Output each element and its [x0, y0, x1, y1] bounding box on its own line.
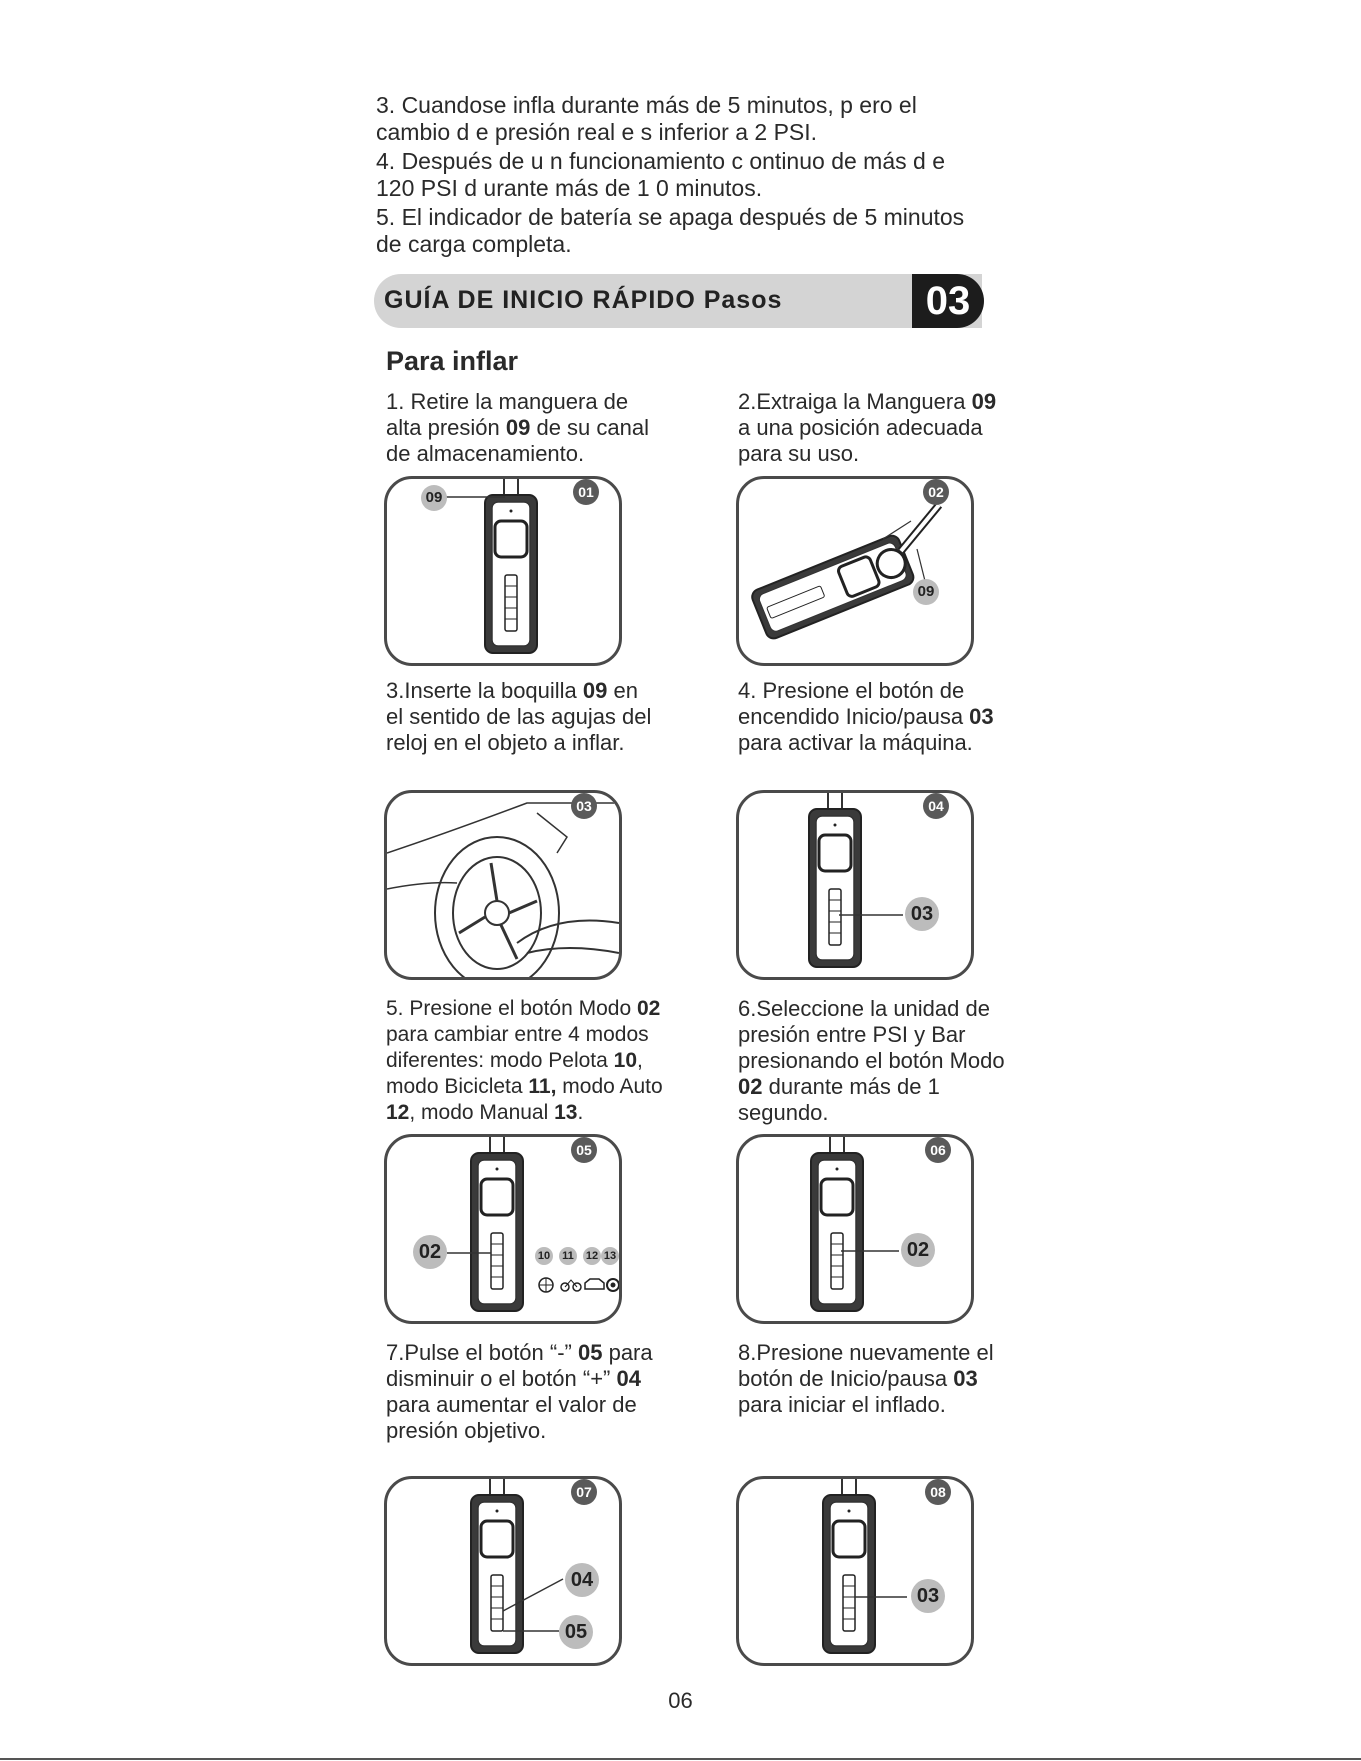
step-1-illustration [384, 476, 622, 666]
step-2-text: 2.Extraiga la Manguera 09 a una posición adecuada para su uso. [738, 389, 997, 466]
inflator-device-figure [739, 1479, 971, 1663]
step-badge: 01 [573, 479, 599, 505]
callout-11: 11 [559, 1247, 577, 1265]
step-7-illustration [384, 1476, 622, 1666]
step-4-illustration [736, 790, 974, 980]
inflator-device-figure [739, 1137, 971, 1321]
inflator-device-tilted-figure [739, 479, 971, 663]
step-5-text: 5. Presione el botón Modo 02 para cambiar entre 4 modos diferentes: modo Pelota 10, modo Bicicleta 11, modo Auto 12, modo Manual 13. [386, 997, 663, 1124]
banner-title: GUÍA DE INICIO RÁPIDO Pasos [384, 286, 783, 314]
note-5: 5. El indicador de batería se apaga después de 5 minutos de carga completa. [376, 204, 965, 257]
section-banner [374, 274, 982, 328]
inflator-device-figure [739, 793, 971, 977]
callout-10: 10 [535, 1247, 553, 1265]
step-badge: 02 [923, 479, 949, 505]
callout-03: 03 [905, 897, 939, 931]
bottom-divider [0, 1758, 1361, 1760]
bicycle-mode-icon [561, 1280, 581, 1291]
ball-mode-icon [539, 1278, 553, 1292]
step-4-text: 4. Presione el botón de encendido Inicio/pausa 03 para activar la máquina. [738, 678, 994, 755]
note-3: 3. Cuandose infla durante más de 5 minutos, p ero el cambio d e presión real e s inferior a 2 PSI. [376, 92, 917, 145]
step-badge: 03 [571, 793, 597, 819]
step-3-illustration [384, 790, 622, 980]
banner-number: 03 [912, 274, 984, 328]
callout-03: 03 [911, 1579, 945, 1613]
manual-mode-icon [607, 1279, 619, 1291]
step-5-illustration [384, 1134, 622, 1324]
step-badge: 05 [571, 1137, 597, 1163]
step-7-text: 7.Pulse el botón “-” 05 para disminuir o el botón “+” 04 para aumentar el valor de presión objetivo. [386, 1340, 653, 1443]
section-title: Para inflar [386, 346, 519, 376]
step-8-illustration [736, 1476, 974, 1666]
step-2-illustration [736, 476, 974, 666]
callout-04: 04 [565, 1563, 599, 1597]
intro-notes [376, 92, 976, 260]
step-3-text: 3.Inserte la boquilla 09 en el sentido de las agujas del reloj en el objeto a inflar. [386, 678, 652, 755]
callout-09: 09 [913, 579, 939, 605]
step-1-text: 1. Retire la manguera de alta presión 09 de su canal de almacenamiento. [386, 389, 649, 466]
step-6-illustration [736, 1134, 974, 1324]
car-wheel-figure [387, 793, 619, 977]
step-badge: 04 [923, 793, 949, 819]
callout-02: 02 [413, 1235, 447, 1269]
step-6-text: 6.Seleccione la unidad de presión entre PSI y Bar presionando el botón Modo 02 durante más de 1 segundo. [738, 996, 1005, 1125]
inflator-device-figure [387, 1137, 619, 1321]
step-badge: 06 [925, 1137, 951, 1163]
callout-09: 09 [421, 485, 447, 511]
step-badge: 08 [925, 1479, 951, 1505]
inflator-device-figure [387, 479, 619, 663]
step-badge: 07 [571, 1479, 597, 1505]
callout-13: 13 [601, 1247, 619, 1265]
callout-05: 05 [559, 1615, 593, 1649]
note-4: 4. Después de u n funcionamiento c ontinuo de más d e 120 PSI d urante más de 1 0 minutos. [376, 148, 945, 201]
callout-02: 02 [901, 1233, 935, 1267]
callout-12: 12 [583, 1247, 601, 1265]
car-mode-icon [585, 1279, 604, 1289]
page-number: 06 [668, 1688, 693, 1713]
step-8-text: 8.Presione nuevamente el botón de Inicio/pausa 03 para iniciar el inflado. [738, 1340, 994, 1417]
